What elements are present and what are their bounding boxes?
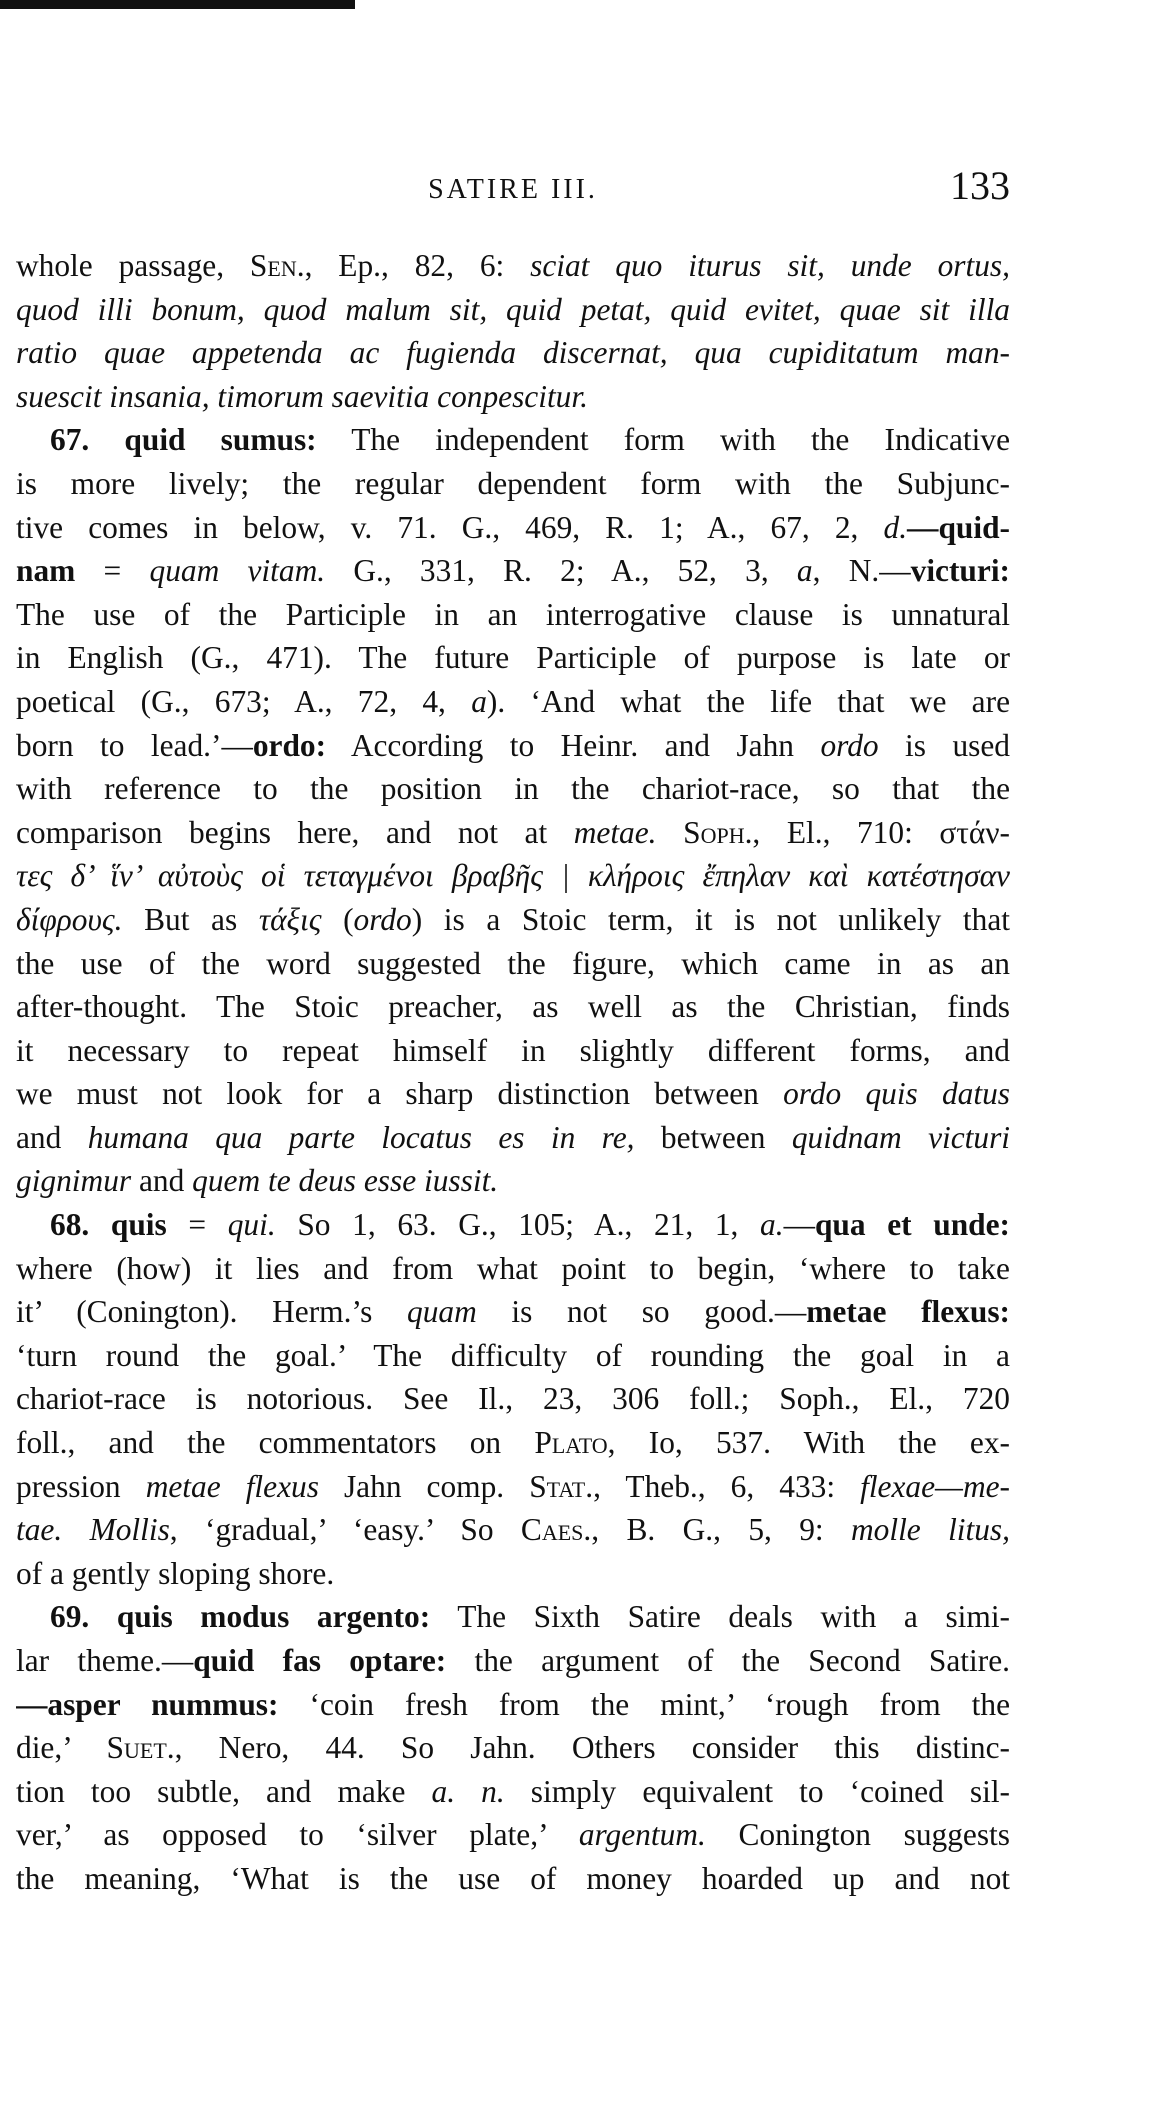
greek-quote-line: τες δ’ ἵν’ αὐτοὺς οἱ τεταγμένοι βραβῆς | κλήροις ἔπηλαν καὶ κατέστησαν bbox=[16, 858, 1010, 894]
text-line: nam = quam vitam. G., 331, R. 2; A., 52, 3, a, N.—victuri: bbox=[16, 553, 1010, 589]
text-line: gignimur and quem te deus esse iussit. bbox=[16, 1163, 499, 1199]
text-line: lar theme.—quid fas optare: the argument of the Second Satire. bbox=[16, 1643, 1010, 1678]
text-line: with reference to the position in the chariot-race, so that the bbox=[16, 771, 1010, 807]
text-line: where (how) it lies and from what point to begin, ‘where to take bbox=[16, 1250, 1010, 1286]
text-line: suescit insania, timorum saevitia conpescitur. bbox=[16, 378, 588, 414]
text-line: foll., and the commentators on Plato, Io, 537. With the ex- bbox=[16, 1425, 1010, 1461]
lemma: —asper nummus: bbox=[16, 1686, 279, 1722]
note-68 bbox=[16, 1203, 1010, 1595]
text-line: whole passage, Sen., Ep., 82, 6: sciat quo iturus sit, unde ortus, bbox=[16, 248, 1010, 283]
lemma: 67. quid sumus: bbox=[50, 422, 317, 458]
text-line: in English (G., 471). The future Participle of purpose is late or bbox=[16, 640, 1010, 676]
lemma: qua et unde: bbox=[814, 1207, 1010, 1243]
paragraph-66-continued bbox=[16, 244, 1010, 418]
text-line: it necessary to repeat himself in slightly different forms, and bbox=[16, 1032, 1010, 1068]
text-line: δίφρους. But as τάξις (ordo) is a Stoic term, it is not unlikely that bbox=[16, 901, 1010, 937]
text-line: tive comes in below, v. 71. G., 469, R. 1; A., 67, 2, d.—quid- bbox=[16, 509, 1010, 545]
text-line: 69. quis modus argento: The Sixth Satire deals with a simi- bbox=[50, 1599, 1010, 1635]
running-title: SATIRE III. bbox=[428, 174, 598, 205]
text-line: —asper nummus: ‘coin fresh from the mint,’ ‘rough from the bbox=[16, 1686, 1010, 1722]
text-line: poetical (G., 673; A., 72, 4, a). ‘And what the life that we are bbox=[16, 683, 1010, 719]
text-line: of a gently sloping shore. bbox=[16, 1555, 335, 1591]
text-line: born to lead.’—ordo: According to Heinr. and Jahn ordo is used bbox=[16, 727, 1010, 763]
text-line: comparison begins here, and not at metae. Soph., El., 710: στάν- bbox=[16, 814, 1010, 850]
lemma: quid fas optare: bbox=[193, 1643, 447, 1678]
note-67 bbox=[16, 418, 1010, 1203]
page-number: 133 bbox=[950, 163, 1010, 208]
text-line: The use of the Participle in an interrogative clause is unnatural bbox=[16, 596, 1010, 632]
commentary-text bbox=[16, 244, 1010, 1901]
text-line: and humana qua parte locatus es in re, between quidnam victuri bbox=[16, 1119, 1010, 1155]
top-rule bbox=[0, 0, 355, 9]
text-line: quod illi bonum, quod malum sit, quid petat, quid evitet, quae sit illa bbox=[16, 291, 1010, 327]
lemma: ordo: bbox=[252, 727, 327, 763]
text-line: 68. quis = qui. So 1, 63. G., 105; A., 21, 1, a.—qua et unde: bbox=[50, 1207, 1010, 1243]
text-line: 67. quid sumus: The independent form with the Indicative bbox=[50, 422, 1010, 458]
text-line: die,’ Suet., Nero, 44. So Jahn. Others consider this distinc- bbox=[16, 1730, 1010, 1766]
page-header bbox=[16, 160, 1010, 216]
text-line: ver,’ as opposed to ‘silver plate,’ argentum. Conington suggests bbox=[16, 1817, 1010, 1853]
lemma: 68. quis bbox=[50, 1207, 167, 1243]
text-line: the use of the word suggested the figure, which came in as an bbox=[16, 945, 1010, 981]
text-line: after-thought. The Stoic preacher, as well as the Christian, finds bbox=[16, 989, 1010, 1025]
text-line: ratio quae appetenda ac fugienda discernat, qua cupiditatum man- bbox=[16, 335, 1010, 371]
text-line: the meaning, ‘What is the use of money hoarded up and not bbox=[16, 1860, 1010, 1896]
text-line: is more lively; the regular dependent form with the Subjunc- bbox=[16, 465, 1010, 501]
text-line: tion too subtle, and make a. n. simply equivalent to ‘coined sil- bbox=[16, 1773, 1010, 1809]
text-line: ‘turn round the goal.’ The difficulty of rounding the goal in a bbox=[16, 1337, 1010, 1373]
text-line: chariot-race is notorious. See Il., 23, 306 foll.; Soph., El., 720 bbox=[16, 1381, 1010, 1417]
text-line: we must not look for a sharp distinction between ordo quis datus bbox=[16, 1076, 1010, 1112]
note-69 bbox=[16, 1595, 1010, 1900]
lemma: 69. quis modus argento: bbox=[50, 1599, 431, 1635]
text-line: tae. Mollis, ‘gradual,’ ‘easy.’ So Caes., B. G., 5, 9: molle litus, bbox=[16, 1512, 1010, 1548]
lemma: metae flexus: bbox=[806, 1294, 1010, 1330]
lemma: victuri: bbox=[910, 553, 1010, 589]
text-line: pression metae flexus Jahn comp. Stat., Theb., 6, 433: flexae—me- bbox=[16, 1468, 1010, 1504]
text-line: it’ (Conington). Herm.’s quam is not so good.—metae flexus: bbox=[16, 1294, 1010, 1330]
